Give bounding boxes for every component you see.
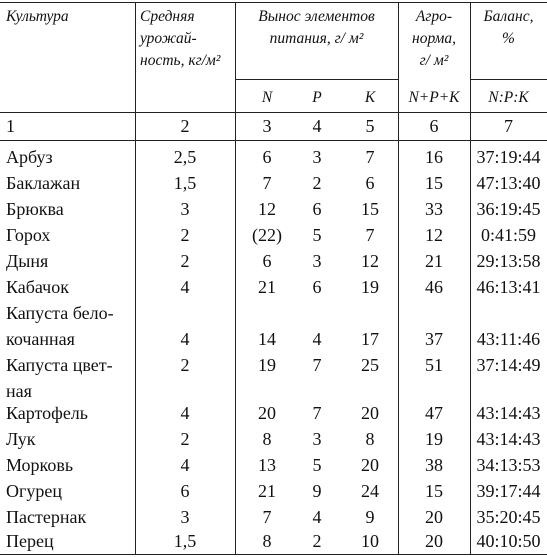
- k-value: 15: [361, 199, 379, 219]
- rule-colnum-bottom: [0, 140, 547, 141]
- crop-name: Пастернак: [6, 507, 87, 527]
- yield-value: 2,5: [173, 147, 197, 167]
- n-value: 21: [258, 481, 276, 501]
- balance-value: 43:14:43: [476, 429, 541, 449]
- agronorm-value: 15: [425, 481, 443, 501]
- n-value: 8: [262, 531, 272, 551]
- yield-value: 3: [180, 507, 190, 527]
- yield-value: 6: [180, 481, 190, 501]
- yield-value: 1,5: [173, 531, 197, 551]
- n-value: 12: [258, 199, 276, 219]
- k-value: 19: [361, 277, 379, 297]
- p-value: 6: [312, 277, 322, 297]
- crop-name: Кабачок: [6, 277, 69, 297]
- yield-value: 4: [180, 277, 190, 297]
- col-number: 5: [365, 116, 375, 136]
- agronorm-value: 19: [425, 429, 443, 449]
- subheader-ratio: N:P:K: [488, 89, 529, 106]
- p-value: 7: [312, 403, 322, 423]
- col-number: 4: [312, 116, 322, 136]
- k-value: 6: [365, 173, 375, 193]
- subheader-p: P: [312, 89, 322, 106]
- agronorm-value: 51: [425, 355, 443, 375]
- crop-name: Горох: [6, 225, 51, 245]
- balance-value: 35:20:45: [476, 507, 541, 527]
- balance-value: 37:14:49: [476, 355, 541, 375]
- k-value: 12: [361, 251, 379, 271]
- n-value: 8: [262, 429, 272, 449]
- k-value: 25: [361, 355, 379, 375]
- crop-name: Капуста бело-: [6, 303, 114, 323]
- n-value: 6: [262, 251, 272, 271]
- k-value: 20: [361, 403, 379, 423]
- p-value: 3: [312, 251, 322, 271]
- header-removal: Вынос элементов питания, г/ м²: [258, 8, 375, 47]
- agronorm-value: 20: [425, 531, 443, 551]
- balance-value: 47:13:40: [476, 173, 541, 193]
- header-culture: Культура: [6, 8, 69, 25]
- crop-name: Морковь: [6, 455, 74, 475]
- crop-name: Лук: [6, 429, 36, 449]
- n-value: 6: [262, 147, 272, 167]
- p-value: 2: [312, 173, 322, 193]
- p-value: 5: [312, 225, 322, 245]
- balance-value: 0:41:59: [480, 225, 536, 245]
- col-number: 1: [6, 116, 15, 136]
- n-value: 7: [262, 173, 272, 193]
- crop-name-continuation: кочанная: [6, 329, 75, 349]
- balance-value: 39:17:44: [476, 481, 541, 501]
- crop-name: Картофель: [6, 403, 88, 423]
- header-agronorm: Агро- норма, г/ м²: [412, 8, 456, 69]
- p-value: 5: [312, 455, 322, 475]
- col-number: 2: [180, 116, 190, 136]
- subheader-k: K: [364, 89, 376, 106]
- balance-value: 29:13:58: [476, 251, 541, 271]
- rule-subheader: [235, 79, 398, 80]
- balance-value: 40:10:50: [476, 531, 541, 551]
- balance-value: 36:19:45: [476, 199, 541, 219]
- yield-value: 4: [180, 455, 190, 475]
- agronorm-value: 16: [425, 147, 443, 167]
- n-value: 21: [258, 277, 276, 297]
- rule-bottom: [0, 554, 547, 555]
- yield-value: 4: [180, 403, 190, 423]
- n-value: (22): [252, 225, 282, 245]
- subheader-npk: N+P+K: [408, 89, 460, 106]
- balance-value: 34:13:53: [476, 455, 541, 475]
- balance-value: 43:11:46: [476, 329, 541, 349]
- agronorm-value: 46: [425, 277, 443, 297]
- crop-name: Баклажан: [6, 173, 81, 193]
- agronorm-value: 15: [425, 173, 443, 193]
- p-value: 6: [312, 199, 322, 219]
- crop-name: Арбуз: [6, 147, 53, 167]
- p-value: 3: [312, 429, 322, 449]
- rule-top: [0, 2, 547, 3]
- crop-name: Дыня: [6, 251, 49, 271]
- rule-header-bottom: [0, 112, 547, 113]
- k-value: 7: [365, 225, 375, 245]
- crop-name: Капуста цвет-: [6, 355, 113, 375]
- n-value: 13: [258, 455, 276, 475]
- k-value: 7: [365, 147, 375, 167]
- yield-value: 2: [180, 355, 190, 375]
- balance-value: 46:13:41: [476, 277, 541, 297]
- n-value: 7: [262, 507, 272, 527]
- p-value: 7: [312, 355, 322, 375]
- header-balance: Баланс, %: [483, 8, 534, 47]
- k-value: 24: [361, 481, 379, 501]
- balance-value: 43:14:43: [476, 403, 541, 423]
- agronorm-value: 21: [425, 251, 443, 271]
- p-value: 9: [312, 481, 322, 501]
- yield-value: 3: [180, 199, 190, 219]
- crop-name: Огурец: [6, 481, 63, 501]
- yield-value: 2: [180, 225, 190, 245]
- yield-value: 2: [180, 429, 190, 449]
- yield-value: 2: [180, 251, 190, 271]
- col-number: 6: [429, 116, 439, 136]
- p-value: 2: [312, 531, 322, 551]
- agronorm-value: 37: [425, 329, 443, 349]
- col-number: 3: [262, 116, 272, 136]
- k-value: 17: [361, 329, 379, 349]
- yield-value: 4: [180, 329, 190, 349]
- n-value: 19: [258, 355, 276, 375]
- k-value: 9: [365, 507, 375, 527]
- k-value: 8: [365, 429, 375, 449]
- crop-name-continuation: ная: [6, 381, 32, 401]
- p-value: 3: [312, 147, 322, 167]
- agronorm-value: 33: [425, 199, 443, 219]
- p-value: 4: [312, 329, 322, 349]
- k-value: 10: [361, 531, 379, 551]
- agronorm-value: 47: [425, 403, 443, 423]
- yield-value: 1,5: [173, 173, 197, 193]
- header-yield: Средняя урожай- ность, кг/м²: [140, 8, 221, 69]
- col-number: 7: [504, 116, 513, 136]
- col-divider: [235, 2, 236, 554]
- crop-name: Брюква: [6, 199, 64, 219]
- p-value: 4: [312, 507, 322, 527]
- n-value: 20: [258, 403, 276, 423]
- k-value: 20: [361, 455, 379, 475]
- balance-value: 37:19:44: [476, 147, 541, 167]
- subheader-n: N: [261, 89, 273, 106]
- agronorm-value: 20: [425, 507, 443, 527]
- crop-name: Перец: [6, 531, 54, 551]
- rule-subheader-right: [470, 79, 547, 80]
- agronorm-value: 38: [425, 455, 443, 475]
- n-value: 14: [258, 329, 276, 349]
- agronorm-value: 12: [425, 225, 443, 245]
